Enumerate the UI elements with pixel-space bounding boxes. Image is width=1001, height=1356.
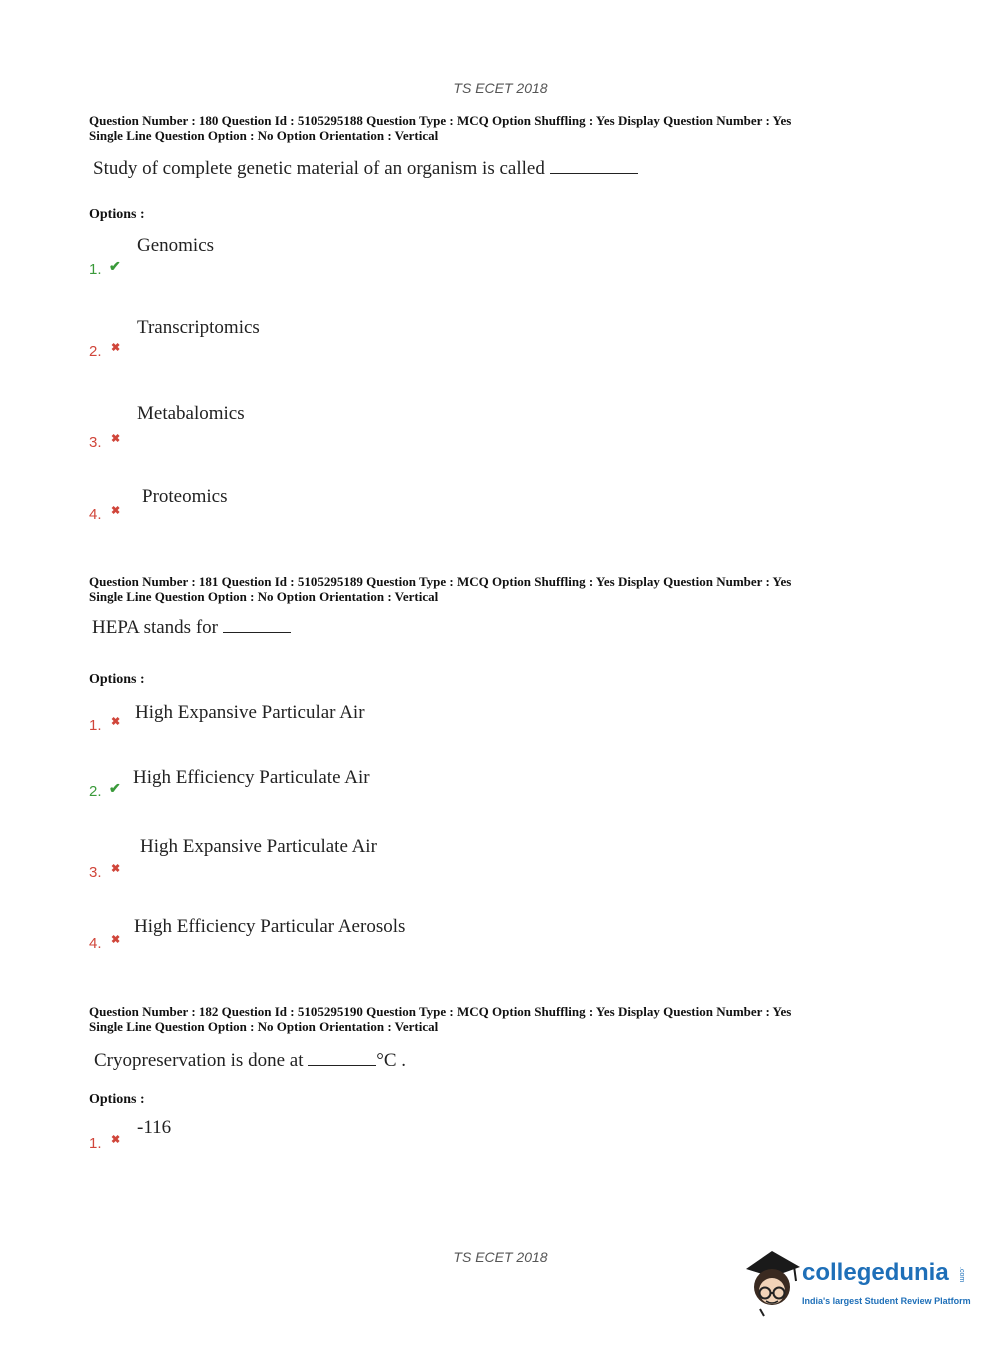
answer-blank xyxy=(223,618,291,633)
option-text: High Efficiency Particular Aerosols xyxy=(134,916,406,937)
question-meta-line-1: Question Number : 180 Question Id : 5105295188 Question Type : MCQ Option Shuffling : Yes Display Question Number : Yes xyxy=(89,113,792,128)
option-text: High Expansive Particular Air xyxy=(135,702,365,723)
logo-tagline: India's largest Student Review Platform xyxy=(802,1296,971,1306)
logo-wordmark: collegedunia xyxy=(802,1259,949,1286)
option-number: 4. xyxy=(89,935,102,952)
option-text: High Efficiency Particulate Air xyxy=(133,767,370,788)
question-meta-line-1: Question Number : 182 Question Id : 5105295190 Question Type : MCQ Option Shuffling : Yes Display Question Number : Yes xyxy=(89,1004,792,1019)
option-text: Metabalomics xyxy=(137,403,245,424)
option-text: High Expansive Particulate Air xyxy=(140,836,377,857)
option-number: 1. xyxy=(89,1135,102,1152)
answer-blank xyxy=(308,1051,376,1066)
question-181 xyxy=(89,574,909,952)
option-number: 4. xyxy=(89,506,102,523)
page-header: TS ECET 2018 xyxy=(453,80,548,96)
option-text: Proteomics xyxy=(142,486,228,507)
cross-icon: ✖ xyxy=(111,863,121,875)
question-182 xyxy=(89,1004,909,1152)
question-meta xyxy=(89,113,909,143)
question-text-body: Cryopreservation is done at xyxy=(94,1050,304,1071)
options-label: Options : xyxy=(89,207,145,222)
cross-icon: ✖ xyxy=(111,934,121,946)
question-meta-line-2: Single Line Question Option : No Option Orientation : Vertical xyxy=(89,1019,439,1034)
question-text-suffix: °C . xyxy=(376,1050,407,1071)
cross-icon: ✖ xyxy=(111,342,121,354)
options-label: Options : xyxy=(89,672,145,687)
option-number: 3. xyxy=(89,864,102,881)
options-label: Options : xyxy=(89,1092,145,1107)
question-text xyxy=(94,1050,406,1072)
question-180 xyxy=(89,113,909,523)
option-number: 2. xyxy=(89,783,102,800)
option-number: 1. xyxy=(89,261,102,278)
cross-icon: ✖ xyxy=(111,505,121,517)
answer-blank xyxy=(550,159,638,174)
cross-icon: ✖ xyxy=(111,1134,121,1146)
question-text xyxy=(92,617,291,639)
mascot-icon xyxy=(742,1247,802,1319)
collegedunia-logo xyxy=(742,1247,972,1319)
question-text-body: Study of complete genetic material of an organism is called xyxy=(93,158,545,179)
check-icon: ✔ xyxy=(109,260,121,275)
option-number: 3. xyxy=(89,434,102,451)
question-meta xyxy=(89,574,909,604)
question-text-body: HEPA stands for xyxy=(92,617,218,638)
option-number: 1. xyxy=(89,717,102,734)
option-text: Genomics xyxy=(137,235,215,256)
option-number: 2. xyxy=(89,343,102,360)
cross-icon: ✖ xyxy=(111,433,121,445)
question-meta-line-1: Question Number : 181 Question Id : 5105295189 Question Type : MCQ Option Shuffling : Yes Display Question Number : Yes xyxy=(89,574,792,589)
page-footer: TS ECET 2018 xyxy=(453,1249,548,1265)
question-meta-line-2: Single Line Question Option : No Option Orientation : Vertical xyxy=(89,589,439,604)
option-text: -116 xyxy=(137,1117,172,1138)
question-text xyxy=(93,158,638,180)
check-icon: ✔ xyxy=(109,782,121,797)
option-text: Transcriptomics xyxy=(137,317,260,338)
question-meta-line-2: Single Line Question Option : No Option Orientation : Vertical xyxy=(89,128,439,143)
logo-domain: .com xyxy=(958,1267,965,1283)
cross-icon: ✖ xyxy=(111,716,121,728)
question-meta xyxy=(89,1004,909,1034)
